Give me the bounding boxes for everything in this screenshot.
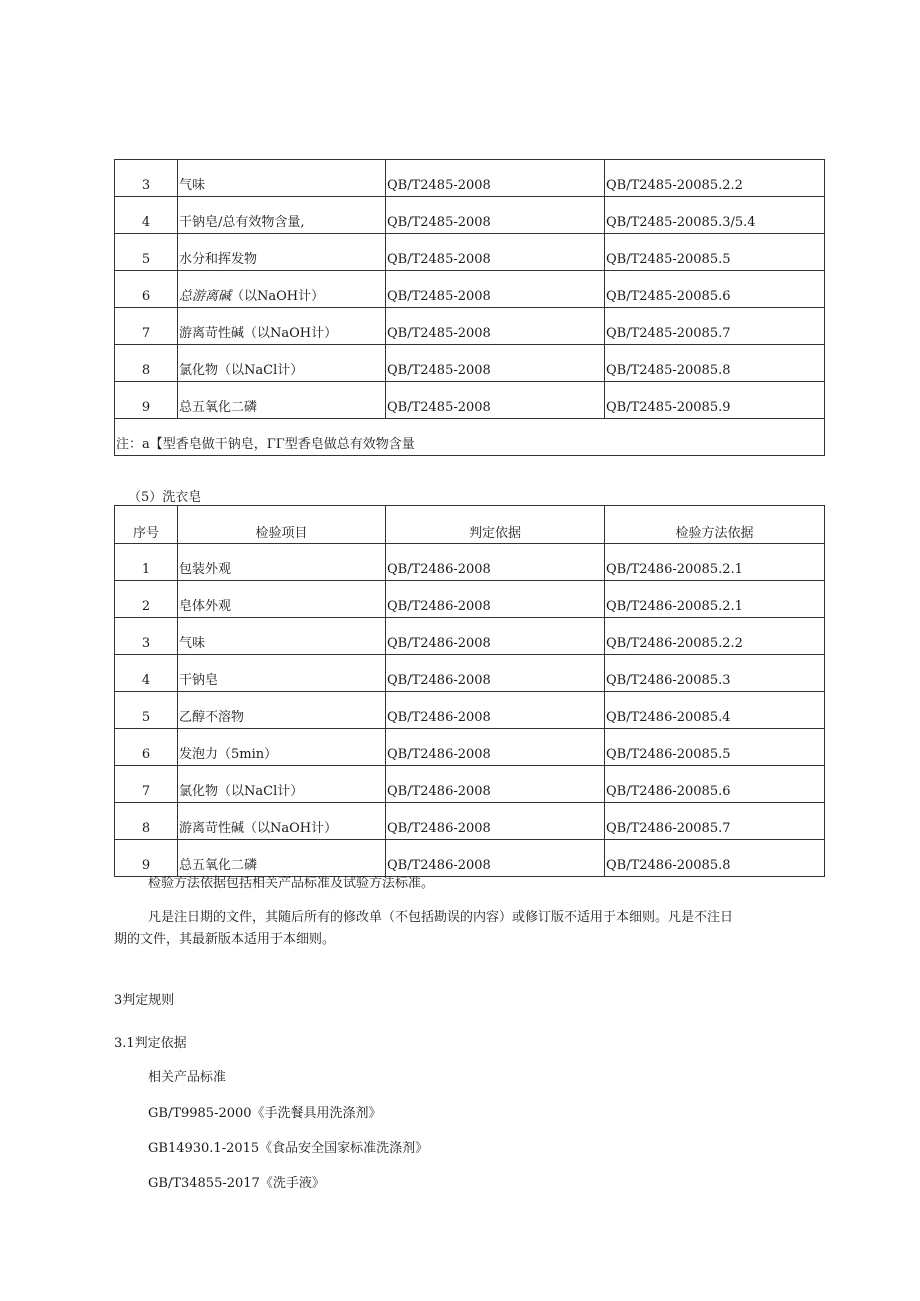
cell-basis: QB/T2486-2008	[386, 766, 605, 803]
cell-method: QB/T2486-20085.2.2	[605, 618, 825, 655]
cell-basis: QB/T2485-2008	[386, 382, 605, 419]
cell-method: QB/T2485-20085.8	[605, 345, 825, 382]
cell-basis: QB/T2486-2008	[386, 618, 605, 655]
cell-basis: QB/T2485-2008	[386, 197, 605, 234]
cell-number: 6	[115, 271, 178, 308]
laundry-soap-test-table	[114, 505, 825, 877]
cell-method: QB/T2485-20085.9	[605, 382, 825, 419]
heading-3-judgement-rules: 3判定规则	[114, 993, 175, 1008]
cell-method: QB/T2486-20085.5	[605, 729, 825, 766]
cell-basis: QB/T2486-2008	[386, 729, 605, 766]
cell-item-suffix: （以NaOH计）	[231, 289, 325, 304]
cell-number: 5	[115, 692, 178, 729]
paragraph-dated-docs-line1: 凡是注日期的文件，其随后所有的修改单（不包括勘误的内容）或修订版不适用于本细则。凡是不注日	[148, 910, 734, 925]
cell-item: 氯化物（以NaCl计）	[178, 766, 386, 803]
cell-method: QB/T2486-20085.2.1	[605, 581, 825, 618]
cell-method: QB/T2486-20085.2.1	[605, 544, 825, 581]
table-row	[115, 197, 825, 234]
cell-basis: QB/T2485-2008	[386, 160, 605, 197]
table-row	[115, 840, 825, 877]
cell-basis: QB/T2486-2008	[386, 803, 605, 840]
table-row	[115, 618, 825, 655]
cell-item: 干钠皂	[178, 655, 386, 692]
cell-number: 7	[115, 766, 178, 803]
cell-basis: QB/T2485-2008	[386, 345, 605, 382]
related-standards-heading: 相关产品标准	[148, 1070, 227, 1085]
table-row	[115, 766, 825, 803]
cell-item	[178, 271, 386, 308]
cell-method: QB/T2486-20085.6	[605, 766, 825, 803]
cell-number: 4	[115, 655, 178, 692]
cell-method: QB/T2486-20085.8	[605, 840, 825, 877]
cell-method: QB/T2486-20085.3	[605, 655, 825, 692]
cell-basis: QB/T2486-2008	[386, 840, 605, 877]
cell-basis: QB/T2485-2008	[386, 308, 605, 345]
cell-number: 3	[115, 618, 178, 655]
header-basis: 判定依据	[386, 506, 605, 544]
cell-item: 发泡力（5min）	[178, 729, 386, 766]
table-row	[115, 692, 825, 729]
cell-item: 总五氧化二磷	[178, 382, 386, 419]
cell-item: 水分和挥发物	[178, 234, 386, 271]
standard-item: GB/T34855-2017《洗手液》	[148, 1176, 325, 1191]
cell-item: 气味	[178, 160, 386, 197]
table-row	[115, 803, 825, 840]
header-item: 检验项目	[178, 506, 386, 544]
table-row	[115, 271, 825, 308]
cell-item: 氯化物（以NaCl计）	[178, 345, 386, 382]
cell-item: 干钠皂/总有效物含量,	[178, 197, 386, 234]
cell-number: 9	[115, 840, 178, 877]
table-note-row	[115, 419, 825, 456]
cell-basis: QB/T2486-2008	[386, 581, 605, 618]
heading-3-1-judgement-basis: 3.1判定依据	[114, 1036, 187, 1051]
cell-item: 游离苛性碱（以NaOH计）	[178, 308, 386, 345]
cell-number: 6	[115, 729, 178, 766]
cell-item: 游离苛性碱（以NaOH计）	[178, 803, 386, 840]
cell-number: 8	[115, 803, 178, 840]
header-method: 检验方法依据	[605, 506, 825, 544]
cell-number: 3	[115, 160, 178, 197]
paragraph-dated-docs-line2: 期的文件，其最新版本适用于本细则。	[114, 932, 336, 947]
section-5-title: （5）洗衣皂	[128, 490, 202, 505]
table-row	[115, 729, 825, 766]
table-row	[115, 544, 825, 581]
cell-number: 1	[115, 544, 178, 581]
cell-basis: QB/T2486-2008	[386, 544, 605, 581]
cell-method: QB/T2485-20085.5	[605, 234, 825, 271]
cell-number: 8	[115, 345, 178, 382]
standard-item: GB14930.1-2015《食品安全国家标准洗涤剂》	[148, 1141, 429, 1156]
cell-basis: QB/T2485-2008	[386, 234, 605, 271]
cell-basis: QB/T2486-2008	[386, 692, 605, 729]
cell-number: 4	[115, 197, 178, 234]
standard-item: GB/T9985-2000《手洗餐具用洗涤剂》	[148, 1106, 382, 1121]
paragraph-method-basis: 检验方法依据包括相关产品标准及试验方法标准。	[148, 876, 435, 891]
table-row	[115, 308, 825, 345]
table-row	[115, 160, 825, 197]
header-no: 序号	[115, 506, 178, 544]
cell-basis: QB/T2486-2008	[386, 655, 605, 692]
table-row	[115, 234, 825, 271]
cell-method: QB/T2486-20085.4	[605, 692, 825, 729]
cell-item: 总五氧化二磷	[178, 840, 386, 877]
cell-number: 5	[115, 234, 178, 271]
cell-number: 2	[115, 581, 178, 618]
soap-test-table	[114, 159, 825, 456]
cell-item: 包装外观	[178, 544, 386, 581]
cell-method: QB/T2485-20085.3/5.4	[605, 197, 825, 234]
cell-item-italic: 总游离碱	[179, 289, 232, 304]
table-row	[115, 345, 825, 382]
table-header-row	[115, 506, 825, 544]
table-row	[115, 655, 825, 692]
cell-method: QB/T2486-20085.7	[605, 803, 825, 840]
table-note: 注：a【型香皂做干钠皂，ΓΓ型香皂做总有效物含量	[115, 419, 825, 456]
table-row	[115, 382, 825, 419]
cell-method: QB/T2485-20085.6	[605, 271, 825, 308]
cell-item: 乙醇不溶物	[178, 692, 386, 729]
table-row	[115, 581, 825, 618]
cell-method: QB/T2485-20085.7	[605, 308, 825, 345]
cell-item: 气味	[178, 618, 386, 655]
cell-basis: QB/T2485-2008	[386, 271, 605, 308]
cell-number: 9	[115, 382, 178, 419]
cell-method: QB/T2485-20085.2.2	[605, 160, 825, 197]
cell-number: 7	[115, 308, 178, 345]
cell-item: 皂体外观	[178, 581, 386, 618]
